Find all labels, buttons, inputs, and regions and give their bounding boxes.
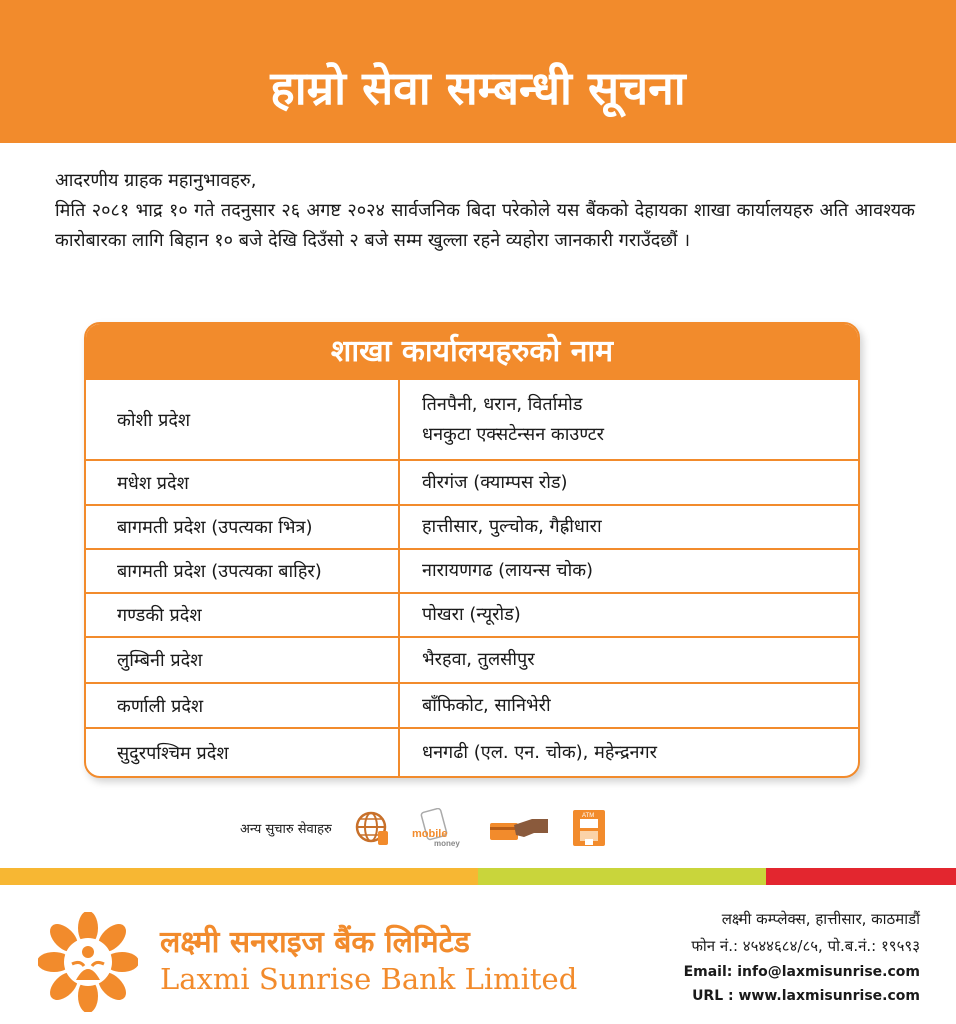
atm-icon <box>570 809 608 847</box>
branch-line: बाँफिकोट, सानिभेरी <box>399 683 858 728</box>
stripe-green <box>478 868 766 885</box>
province-name: कर्णाली प्रदेश <box>86 683 399 728</box>
province-name: कोशी प्रदेश <box>86 380 399 460</box>
province-name: बागमती प्रदेश (उपत्यका भित्र) <box>86 505 399 549</box>
table-row <box>86 593 858 637</box>
branch-table-heading: शाखा कार्यालयहरुको नाम <box>86 324 858 380</box>
mobile-money-text: mobile <box>411 828 448 840</box>
branch-line: पोखरा (न्यूरोड) <box>399 593 858 637</box>
bank-name-english: Laxmi Sunrise Bank Limited <box>160 962 578 996</box>
province-name: सुदुरपश्चिम प्रदेश <box>86 728 399 776</box>
branch-line: नारायणगढ (लायन्स चोक) <box>399 549 858 593</box>
table-row <box>86 460 858 505</box>
table-row <box>86 637 858 683</box>
province-name: गण्डकी प्रदेश <box>86 593 399 637</box>
mobile-money-sub: money <box>433 839 460 848</box>
branch-line: वीरगंज (क्याम्पस रोड) <box>399 460 858 505</box>
stripe-red <box>766 868 956 885</box>
address: लक्ष्मी कम्प्लेक्स, हात्तीसार, काठमाडौं <box>721 910 920 928</box>
bank-logo-icon <box>38 912 138 1012</box>
branch-line: भैरहवा, तुलसीपुर <box>399 637 858 683</box>
branch-list <box>399 380 858 460</box>
other-services <box>240 806 608 850</box>
branch-line: धनगढी (एल. एन. चोक), महेन्द्रनगर <box>399 728 858 776</box>
services-label: अन्य सुचारु सेवाहरु <box>240 822 332 837</box>
branch-line: तिनपैनी, धरान, विर्तामोड <box>422 393 583 415</box>
province-name: लुम्बिनी प्रदेश <box>86 637 399 683</box>
branch-line: धनकुटा एक्सटेन्सन काउण्टर <box>422 423 605 445</box>
province-name: बागमती प्रदेश (उपत्यका बाहिर) <box>86 549 399 593</box>
table-row <box>86 683 858 728</box>
email-link[interactable]: Email: info@laxmisunrise.com <box>683 964 920 980</box>
atm-text: ATM <box>581 813 595 819</box>
salutation: आदरणीय ग्राहक महानुभावहरु, <box>55 170 257 191</box>
table-row <box>86 549 858 593</box>
notice-body: मिति २०८१ भाद्र १० गते तदनुसार २६ अगष्ट २०२४ सार्वजनिक बिदा परेकोले यस बैंकको देहायका शाखा कार्यालयहरु अति आवश्यक कारोबारका लागि बिहान १० बजे देखि दिउँसो २ बजे सम्म खुल्ला रहने व्यहोरा जानकारी गराउँदछौं । <box>55 200 915 251</box>
internet-banking-icon <box>354 809 392 847</box>
table-row <box>86 728 858 776</box>
table-row <box>86 380 858 460</box>
phone: फोन नं.: ४५४४६८४/८५, पो.ब.नं.: १९५९३ <box>691 937 920 955</box>
website-link[interactable]: URL : www.laxmisunrise.com <box>692 988 920 1004</box>
notice-header <box>0 0 956 143</box>
branch-table <box>84 322 860 778</box>
notice-title: हाम्रो सेवा सम्बन्धी सूचना <box>270 61 686 115</box>
branch-line: हात्तीसार, पुल्चोक, गैह्रीधारा <box>399 505 858 549</box>
stripe-yellow <box>0 868 478 885</box>
province-name: मधेश प्रदेश <box>86 460 399 505</box>
notice-intro <box>55 166 915 256</box>
card-payment-icon <box>488 809 552 847</box>
mobile-money-icon <box>410 809 470 847</box>
branch-table-body <box>86 380 858 776</box>
bank-name-nepali: लक्ष्मी सनराइज बैंक लिमिटेड <box>160 925 470 960</box>
contact-info <box>684 906 920 1008</box>
table-row <box>86 505 858 549</box>
